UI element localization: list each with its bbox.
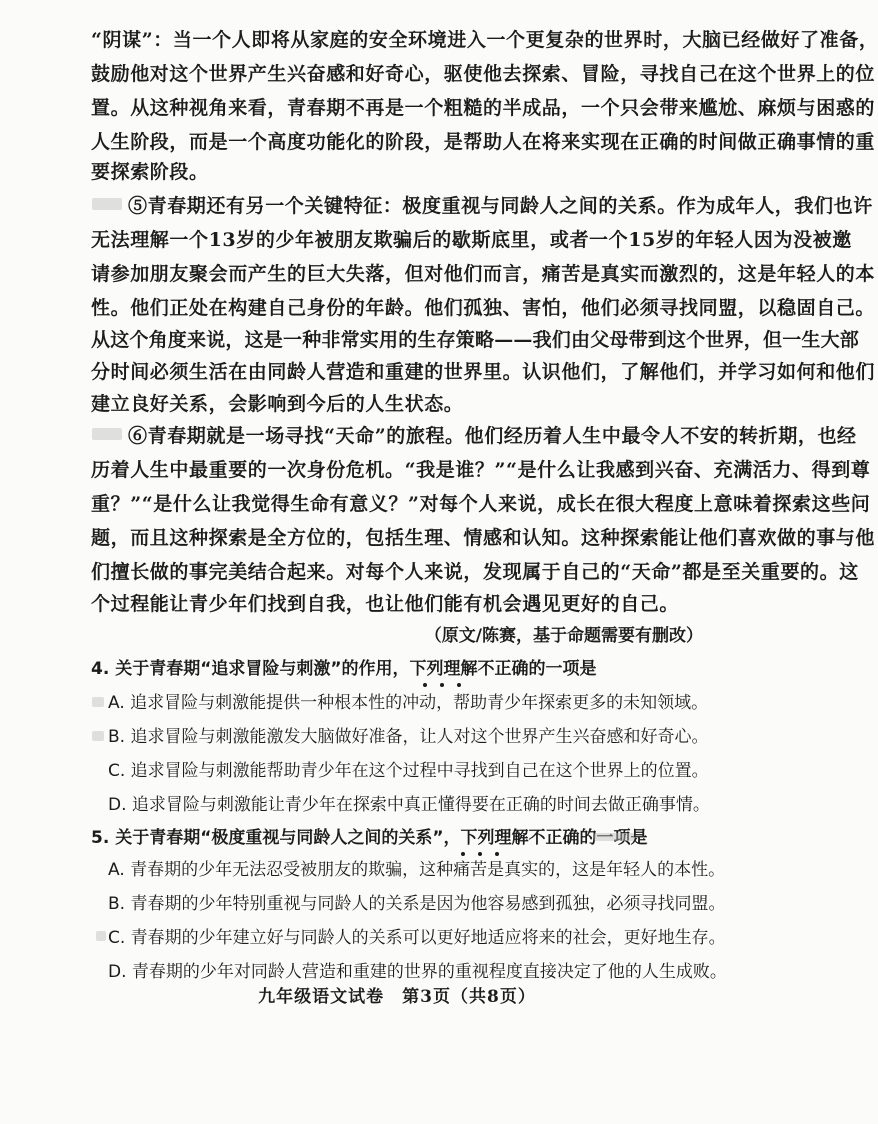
passage-line: 性。他们正处在构建自己身份的年龄。他们孤独、害怕，他们必须寻找同盟，以稳固自己。 [91,297,876,319]
passage-line: “阴谋”：当一个人即将从家庭的安全环境进入一个更复杂的世界时，大脑已经做好了准备， [91,29,878,51]
passage-line: 个过程能让青少年们找到自我，也让他们能有机会遇见更好的自己。 [91,593,680,615]
passage-line: 重？”“是什么让我觉得生命有意义？”对每个人来说，成长在很大程度上意味着探索这些问 [91,493,871,515]
option-d[interactable]: D. 追求冒险与刺激能让青少年在探索中真正懂得要在正确的时间去做正确事情。 [108,795,710,815]
passage-line: 人生阶段，而是一个高度功能化的阶段，是帮助人在将来实现在正确的时间做正确事情的重 [91,131,876,153]
passage-line: 请参加朋友聚会而产生的巨大失落，但对他们而言，痛苦是真实而激烈的，这是年轻人的本 [91,263,876,285]
option-b[interactable]: B. 追求冒险与刺激能激发大脑做好准备，让人对这个世界产生兴奋感和好奇心。 [108,727,709,747]
question-stem: 4. 关于青春期“追求冒险与刺激”的作用，下列理解不正确的一项是 [91,659,597,679]
scan-smudge [594,833,634,841]
question-stem: 5. 关于青春期“极度重视与同龄人之间的关系”，下列理解不正确的一项是 [91,828,648,848]
passage-line: 分时间必须生活在由同龄人营造和重建的世界里。认识他们，了解他们，并学习如何和他们 [91,361,876,383]
passage-line: 要探索阶段。 [91,161,209,183]
option-c[interactable]: C. 青春期的少年建立好与同龄人的关系可以更好地适应将来的社会，更好地生存。 [108,928,726,948]
passage-line: 从这个角度来说，这是一种非常实用的生存策略——我们由父母带到这个世界，但一生大部 [91,329,860,351]
scan-smudge [92,428,122,440]
emphasis-dots [417,683,477,689]
passage-line: 建立良好关系，会影响到今后的人生状态。 [91,393,464,415]
option-a[interactable]: A. 青春期的少年无法忍受被朋友的欺骗，这种痛苦是真实的，这是年轻人的本性。 [108,860,726,880]
paragraph-5-first-line: ⑤青春期还有另一个关键特征：极度重视与同龄人之间的关系。作为成年人，我们也许 [128,195,873,217]
scan-smudge [92,731,104,741]
option-a[interactable]: A. 追求冒险与刺激能提供一种根本性的冲动，帮助青少年探索更多的未知领域。 [108,693,709,713]
scan-smudge [92,198,122,210]
paragraph-6-first-line: ⑥青春期就是一场寻找“天命”的旅程。他们经历着人生中最令人不安的转折期，也经 [128,425,857,447]
passage-line: 置。从这种视角来看，青春期不再是一个粗糙的半成品，一个只会带来尴尬、麻烦与困惑的 [91,97,876,119]
source-note: （原文/陈赛，基于命题需要有删改） [424,626,703,646]
passage-line: 无法理解一个13岁的少年被朋友欺骗后的歇斯底里，或者一个15岁的年轻人因为没被邀 [91,229,852,251]
passage-line: 鼓励他对这个世界产生兴奋感和好奇心，驱使他去探索、冒险，寻找自己在这个世界上的位 [91,63,876,85]
passage-line: 们擅长做的事完美结合起来。对每个人来说，发现属于自己的“天命”都是至关重要的。这 [91,561,859,583]
option-c[interactable]: C. 追求冒险与刺激能帮助青少年在这个过程中寻找到自己在这个世界上的位置。 [108,761,709,781]
page-footer: 九年级语文试卷 第3页（共8页） [258,987,536,1007]
option-b[interactable]: B. 青春期的少年特别重视与同龄人的关系是因为他容易感到孤独，必须寻找同盟。 [108,894,726,914]
passage-line: 历着人生中最重要的一次身份危机。“我是谁？”“是什么让我感到兴奋、充满活力、得到尊 [91,459,871,481]
scan-smudge [92,697,104,707]
passage-line: 题，而且这种探索是全方位的，包括生理、情感和认知。这种探索能让他们喜欢做的事与他 [91,527,876,549]
option-d[interactable]: D. 青春期的少年对同龄人营造和重建的世界的重视程度直接决定了他的人生成败。 [108,962,727,982]
scan-smudge [96,931,106,941]
